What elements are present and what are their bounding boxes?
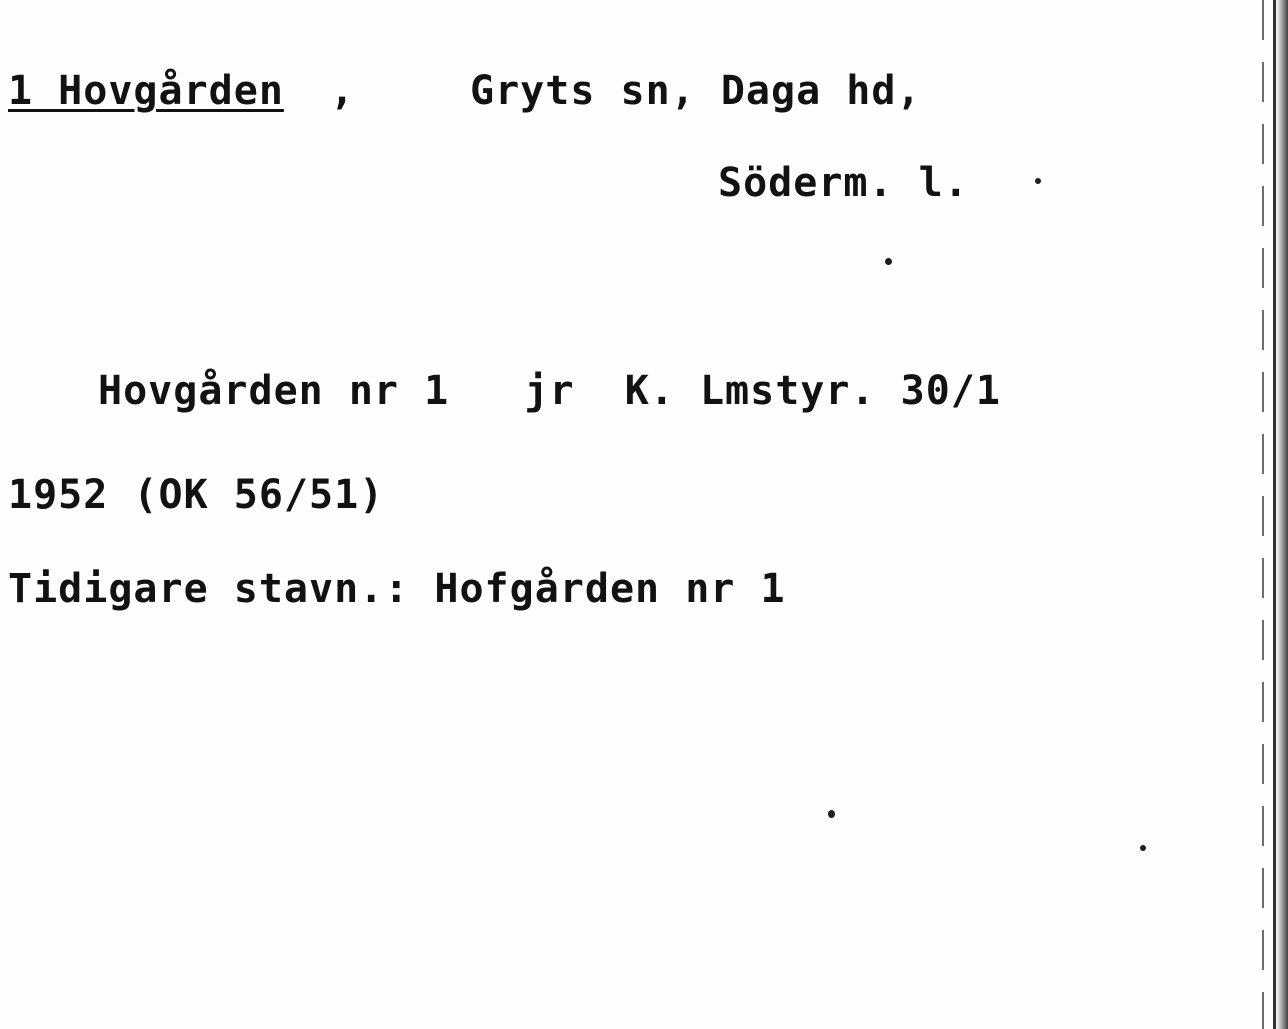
ink-speck	[1035, 178, 1041, 184]
headword-comma: ,	[330, 68, 356, 114]
parish-district-line: Gryts sn, Daga hd,	[470, 68, 922, 114]
body-line-2: 1952 (OK 56/51)	[8, 472, 385, 518]
ink-speck	[1140, 845, 1146, 851]
province-line: Söderm. l.	[718, 160, 969, 206]
body-line-3: Tidigare stavn.: Hofgården nr 1	[8, 566, 786, 612]
body-line-1: Hovgården nr 1 jr K. Lmstyr. 30/1	[98, 368, 1001, 414]
scan-edge-line	[1273, 0, 1276, 1029]
scan-edge-dashed-line	[1262, 0, 1264, 1029]
ink-speck	[828, 810, 835, 818]
ink-speck	[885, 258, 892, 265]
headword-place-name: 1 Hovgården	[8, 68, 284, 114]
